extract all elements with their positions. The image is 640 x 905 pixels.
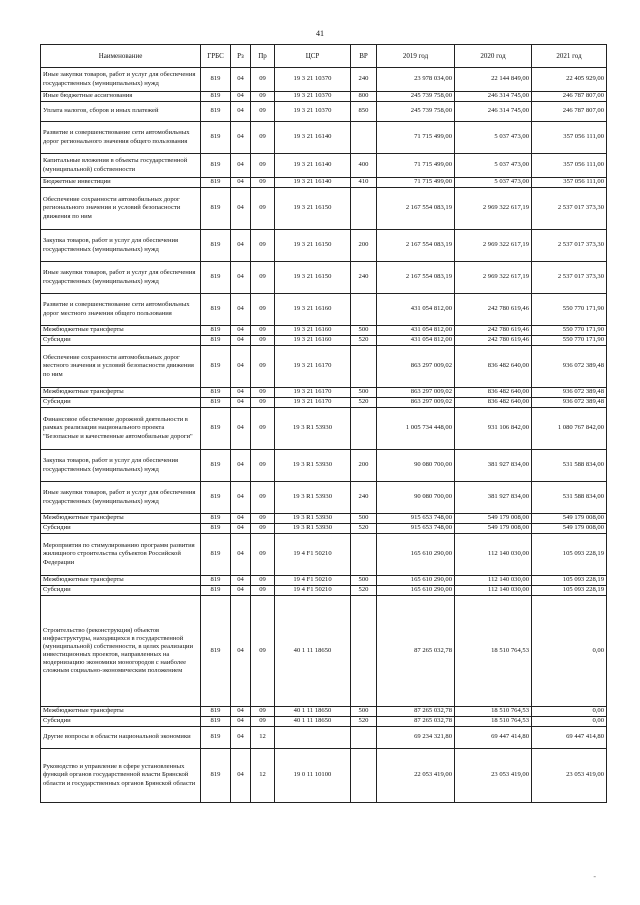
row-name: Уплата налогов, сборов и иных платежей: [41, 102, 201, 122]
row-name: Мероприятия по стимулированию программ развития жилищного строительства субъектов Российской Федерации: [41, 534, 201, 576]
row-amount-2021: 936 072 389,48: [532, 388, 607, 398]
row-amount-2019: 431 054 812,00: [377, 294, 455, 326]
table-row: [41, 92, 607, 102]
row-amount-2021: 0,00: [532, 707, 607, 717]
row-vr: 240: [351, 68, 377, 92]
table-row: [41, 514, 607, 524]
row-amount-2020: 23 053 419,00: [455, 749, 532, 803]
row-vr: [351, 346, 377, 388]
row-vr: [351, 534, 377, 576]
row-amount-2021: 550 770 171,90: [532, 336, 607, 346]
row-amount-2020: 549 179 008,00: [455, 524, 532, 534]
row-amount-2019: 71 715 499,00: [377, 122, 455, 154]
column-header-rz: Рз: [231, 45, 251, 68]
row-amount-2021: 1 080 767 842,00: [532, 408, 607, 450]
row-csr: 19 3 R1 53930: [275, 450, 351, 482]
row-amount-2021: 549 179 008,00: [532, 514, 607, 524]
row-vr: 800: [351, 92, 377, 102]
row-pr: 09: [251, 524, 275, 534]
budget-table: [40, 44, 607, 803]
table-row: [41, 482, 607, 514]
row-vr: 500: [351, 388, 377, 398]
row-grbs: 819: [201, 326, 231, 336]
row-grbs: 819: [201, 524, 231, 534]
row-amount-2020: 242 780 619,46: [455, 294, 532, 326]
row-amount-2021: 531 588 834,00: [532, 450, 607, 482]
table-row: [41, 596, 607, 707]
table-row: [41, 727, 607, 749]
row-csr: 19 3 21 16160: [275, 336, 351, 346]
table-row: [41, 346, 607, 388]
row-amount-2021: 23 053 419,00: [532, 749, 607, 803]
row-vr: 400: [351, 154, 377, 178]
row-amount-2021: 549 179 008,00: [532, 524, 607, 534]
row-pr: 09: [251, 450, 275, 482]
row-vr: [351, 188, 377, 230]
row-pr: 09: [251, 92, 275, 102]
row-vr: 200: [351, 450, 377, 482]
row-vr: [351, 294, 377, 326]
row-csr: 19 4 F1 50210: [275, 576, 351, 586]
row-amount-2020: 549 179 008,00: [455, 514, 532, 524]
table-row: [41, 450, 607, 482]
row-grbs: 819: [201, 346, 231, 388]
row-rz: 04: [231, 92, 251, 102]
row-grbs: 819: [201, 408, 231, 450]
row-grbs: 819: [201, 450, 231, 482]
row-grbs: 819: [201, 68, 231, 92]
row-vr: [351, 596, 377, 707]
row-rz: 04: [231, 408, 251, 450]
row-amount-2019: 915 653 748,00: [377, 524, 455, 534]
table-row: [41, 717, 607, 727]
row-grbs: 819: [201, 398, 231, 408]
row-rz: 04: [231, 336, 251, 346]
row-csr: 40 1 11 18650: [275, 717, 351, 727]
row-rz: 04: [231, 178, 251, 188]
row-amount-2020: 18 510 764,53: [455, 707, 532, 717]
row-name: Закупка товаров, работ и услуг для обеспечения государственных (муниципальных) нужд: [41, 230, 201, 262]
table-row: [41, 154, 607, 178]
row-name: Иные бюджетные ассигнования: [41, 92, 201, 102]
row-pr: 09: [251, 154, 275, 178]
row-amount-2019: 863 297 009,02: [377, 398, 455, 408]
column-header-vr: ВР: [351, 45, 377, 68]
row-grbs: 819: [201, 154, 231, 178]
row-name: Иные закупки товаров, работ и услуг для обеспечения государственных (муниципальных) нужд: [41, 68, 201, 92]
row-amount-2019: 87 265 032,78: [377, 717, 455, 727]
row-name: Субсидии: [41, 524, 201, 534]
row-name: Межбюджетные трансферты: [41, 388, 201, 398]
row-grbs: 819: [201, 102, 231, 122]
row-rz: 04: [231, 524, 251, 534]
table-row: [41, 68, 607, 92]
row-vr: 520: [351, 717, 377, 727]
row-amount-2021: 246 787 807,00: [532, 102, 607, 122]
row-grbs: 819: [201, 294, 231, 326]
row-amount-2019: 2 167 554 083,19: [377, 188, 455, 230]
row-grbs: 819: [201, 707, 231, 717]
row-pr: 09: [251, 68, 275, 92]
row-amount-2020: 5 037 473,00: [455, 178, 532, 188]
row-pr: 09: [251, 534, 275, 576]
row-csr: 19 4 F1 50210: [275, 586, 351, 596]
table-row: [41, 398, 607, 408]
row-rz: 04: [231, 450, 251, 482]
row-csr: 19 3 21 10370: [275, 102, 351, 122]
page-number: 41: [316, 29, 324, 38]
row-grbs: 819: [201, 92, 231, 102]
row-rz: 04: [231, 230, 251, 262]
row-amount-2019: 165 610 290,00: [377, 586, 455, 596]
row-vr: [351, 727, 377, 749]
row-vr: 520: [351, 336, 377, 346]
row-name: Межбюджетные трансферты: [41, 576, 201, 586]
column-header-2021: 2021 год: [532, 45, 607, 68]
column-header-csr: ЦСР: [275, 45, 351, 68]
row-csr: 19 3 21 16150: [275, 230, 351, 262]
row-amount-2021: 357 056 111,00: [532, 122, 607, 154]
row-rz: 04: [231, 717, 251, 727]
row-pr: 09: [251, 388, 275, 398]
row-amount-2020: 2 969 322 617,19: [455, 188, 532, 230]
row-amount-2019: 2 167 554 083,19: [377, 262, 455, 294]
row-csr: 19 4 F1 50210: [275, 534, 351, 576]
row-amount-2019: 90 080 700,00: [377, 450, 455, 482]
column-header-pr: Пр: [251, 45, 275, 68]
row-amount-2019: 23 978 034,00: [377, 68, 455, 92]
table-row: [41, 388, 607, 398]
row-csr: 19 3 21 10370: [275, 92, 351, 102]
row-pr: 09: [251, 586, 275, 596]
column-header-2019: 2019 год: [377, 45, 455, 68]
row-vr: [351, 122, 377, 154]
row-amount-2019: 165 610 290,00: [377, 534, 455, 576]
row-name: Бюджетные инвестиции: [41, 178, 201, 188]
row-amount-2021: 550 770 171,90: [532, 294, 607, 326]
row-pr: 09: [251, 294, 275, 326]
row-amount-2019: 2 167 554 083,19: [377, 230, 455, 262]
row-name: Закупка товаров, работ и услуг для обеспечения государственных (муниципальных) нужд: [41, 450, 201, 482]
table-row: [41, 534, 607, 576]
row-vr: 520: [351, 524, 377, 534]
row-rz: 04: [231, 154, 251, 178]
row-grbs: 819: [201, 482, 231, 514]
row-rz: 04: [231, 749, 251, 803]
row-pr: 09: [251, 262, 275, 294]
row-rz: 04: [231, 586, 251, 596]
row-amount-2021: 2 537 017 373,30: [532, 262, 607, 294]
row-vr: 500: [351, 576, 377, 586]
row-name: Межбюджетные трансферты: [41, 326, 201, 336]
row-amount-2021: 531 588 834,00: [532, 482, 607, 514]
row-rz: 04: [231, 326, 251, 336]
table-row: [41, 707, 607, 717]
row-name: Субсидии: [41, 586, 201, 596]
row-amount-2019: 245 739 758,00: [377, 102, 455, 122]
row-csr: 19 0 11 10100: [275, 749, 351, 803]
row-name: Субсидии: [41, 717, 201, 727]
row-vr: 520: [351, 398, 377, 408]
row-amount-2020: 5 037 473,00: [455, 154, 532, 178]
row-vr: 500: [351, 707, 377, 717]
row-amount-2019: 1 005 734 448,00: [377, 408, 455, 450]
row-csr: 19 3 21 16160: [275, 326, 351, 336]
table-row: [41, 102, 607, 122]
row-rz: 04: [231, 294, 251, 326]
table-row: [41, 122, 607, 154]
row-amount-2019: 90 080 700,00: [377, 482, 455, 514]
row-csr: 19 3 21 16150: [275, 188, 351, 230]
row-grbs: 819: [201, 262, 231, 294]
table-row: [41, 294, 607, 326]
row-amount-2021: 0,00: [532, 717, 607, 727]
row-amount-2019: 71 715 499,00: [377, 178, 455, 188]
row-grbs: 819: [201, 514, 231, 524]
row-amount-2020: 22 144 849,00: [455, 68, 532, 92]
row-amount-2020: 2 969 322 617,19: [455, 262, 532, 294]
row-name: Строительство (реконструкция) объектов инфраструктуры, находящихся в государственной (муниципальной) собственности, в целях реализации инвестиционных проектов, направленных на модернизацию экономики моногородов с наиболее сложным социально-экономическим положением: [41, 596, 201, 707]
row-name: Финансовое обеспечение дорожной деятельности в рамках реализации национального проекта "Безопасные и качественные автомобильные дороги": [41, 408, 201, 450]
row-vr: 500: [351, 514, 377, 524]
row-name: Межбюджетные трансферты: [41, 707, 201, 717]
row-amount-2019: 431 054 812,00: [377, 326, 455, 336]
row-amount-2020: 381 927 834,00: [455, 450, 532, 482]
column-header-grbs: ГРБС: [201, 45, 231, 68]
row-vr: 240: [351, 482, 377, 514]
row-grbs: 819: [201, 717, 231, 727]
table-row: [41, 178, 607, 188]
row-amount-2020: 5 037 473,00: [455, 122, 532, 154]
row-amount-2021: 357 056 111,00: [532, 154, 607, 178]
row-pr: 09: [251, 482, 275, 514]
row-name: Иные закупки товаров, работ и услуг для обеспечения государственных (муниципальных) нужд: [41, 482, 201, 514]
row-amount-2021: 0,00: [532, 596, 607, 707]
row-vr: 410: [351, 178, 377, 188]
row-grbs: 819: [201, 727, 231, 749]
row-csr: 19 3 21 16140: [275, 154, 351, 178]
row-rz: 04: [231, 534, 251, 576]
row-vr: 240: [351, 262, 377, 294]
row-csr: 19 3 21 10370: [275, 68, 351, 92]
row-amount-2019: 431 054 812,00: [377, 336, 455, 346]
row-rz: 04: [231, 727, 251, 749]
row-name: Развитие и совершенствование сети автомобильных дорог местного значения общего пользования: [41, 294, 201, 326]
row-csr: 19 3 R1 53930: [275, 514, 351, 524]
row-amount-2020: 112 140 030,00: [455, 586, 532, 596]
row-pr: 09: [251, 326, 275, 336]
row-amount-2021: 105 093 228,19: [532, 534, 607, 576]
row-amount-2019: 863 297 009,02: [377, 346, 455, 388]
row-name: Иные закупки товаров, работ и услуг для обеспечения государственных (муниципальных) нужд: [41, 262, 201, 294]
row-csr: 19 3 21 16170: [275, 398, 351, 408]
row-pr: 09: [251, 346, 275, 388]
row-rz: 04: [231, 102, 251, 122]
row-vr: [351, 408, 377, 450]
page-corner-mark: -: [593, 872, 596, 881]
row-amount-2020: 112 140 030,00: [455, 534, 532, 576]
row-amount-2019: 69 234 321,80: [377, 727, 455, 749]
table-row: [41, 524, 607, 534]
row-amount-2020: 242 780 619,46: [455, 326, 532, 336]
row-vr: 850: [351, 102, 377, 122]
row-rz: 04: [231, 576, 251, 586]
row-amount-2019: 87 265 032,78: [377, 596, 455, 707]
row-pr: 12: [251, 749, 275, 803]
row-amount-2019: 165 610 290,00: [377, 576, 455, 586]
row-pr: 09: [251, 230, 275, 262]
row-amount-2021: 246 787 807,00: [532, 92, 607, 102]
column-header-name: Наименование: [41, 45, 201, 68]
row-vr: 200: [351, 230, 377, 262]
row-grbs: 819: [201, 122, 231, 154]
row-name: Субсидии: [41, 336, 201, 346]
row-pr: 09: [251, 188, 275, 230]
row-csr: 19 3 21 16140: [275, 178, 351, 188]
row-amount-2021: 105 093 228,19: [532, 586, 607, 596]
row-csr: 19 3 21 16170: [275, 346, 351, 388]
table-header-row: [41, 45, 607, 68]
row-grbs: 819: [201, 576, 231, 586]
row-rz: 04: [231, 482, 251, 514]
row-amount-2020: 18 510 764,53: [455, 596, 532, 707]
row-pr: 09: [251, 398, 275, 408]
row-rz: 04: [231, 346, 251, 388]
row-grbs: 819: [201, 388, 231, 398]
row-amount-2019: 22 053 419,00: [377, 749, 455, 803]
row-csr: 40 1 11 18650: [275, 707, 351, 717]
row-grbs: 819: [201, 188, 231, 230]
table-row: [41, 188, 607, 230]
row-amount-2020: 246 314 745,00: [455, 102, 532, 122]
row-grbs: 819: [201, 336, 231, 346]
row-rz: 04: [231, 707, 251, 717]
row-grbs: 819: [201, 749, 231, 803]
row-vr: 500: [351, 326, 377, 336]
row-name: Межбюджетные трансферты: [41, 514, 201, 524]
row-amount-2021: 22 405 929,00: [532, 68, 607, 92]
row-amount-2021: 936 072 389,48: [532, 398, 607, 408]
row-csr: 19 3 21 16160: [275, 294, 351, 326]
row-vr: 520: [351, 586, 377, 596]
row-grbs: 819: [201, 178, 231, 188]
row-name: Обеспечение сохранности автомобильных дорог регионального значения и условий безопасности движения по ним: [41, 188, 201, 230]
row-amount-2019: 915 653 748,00: [377, 514, 455, 524]
row-amount-2020: 2 969 322 617,19: [455, 230, 532, 262]
row-rz: 04: [231, 68, 251, 92]
row-amount-2020: 836 482 640,00: [455, 398, 532, 408]
row-name: Капитальные вложения в объекты государственной (муниципальной) собственности: [41, 154, 201, 178]
row-amount-2021: 550 770 171,90: [532, 326, 607, 336]
row-pr: 09: [251, 596, 275, 707]
table-row: [41, 408, 607, 450]
row-csr: 19 3 R1 53930: [275, 524, 351, 534]
row-csr: 19 3 R1 53930: [275, 482, 351, 514]
column-header-2020: 2020 год: [455, 45, 532, 68]
row-rz: 04: [231, 188, 251, 230]
row-name: Руководство и управление в сфере установленных функций органов государственной власти Брянской области и государственных органов Брянской области: [41, 749, 201, 803]
row-amount-2021: 2 537 017 373,30: [532, 230, 607, 262]
row-pr: 09: [251, 336, 275, 346]
row-rz: 04: [231, 398, 251, 408]
row-csr: 19 3 21 16140: [275, 122, 351, 154]
table-row: [41, 336, 607, 346]
row-csr: 40 1 11 18650: [275, 596, 351, 707]
row-name: Другие вопросы в области национальной экономики: [41, 727, 201, 749]
row-csr: 19 3 R1 53930: [275, 408, 351, 450]
table-row: [41, 262, 607, 294]
row-rz: 04: [231, 514, 251, 524]
row-csr: 19 3 21 16170: [275, 388, 351, 398]
row-amount-2019: 863 297 009,02: [377, 388, 455, 398]
row-amount-2021: 936 072 389,48: [532, 346, 607, 388]
row-amount-2020: 242 780 619,46: [455, 336, 532, 346]
row-amount-2020: 836 482 640,00: [455, 388, 532, 398]
row-pr: 09: [251, 178, 275, 188]
row-rz: 04: [231, 388, 251, 398]
row-csr: [275, 727, 351, 749]
table-row: [41, 230, 607, 262]
row-grbs: 819: [201, 596, 231, 707]
table-row: [41, 576, 607, 586]
row-rz: 04: [231, 262, 251, 294]
row-name: Обеспечение сохранности автомобильных дорог местного значения и условий безопасности движения по ним: [41, 346, 201, 388]
table-row: [41, 326, 607, 336]
row-pr: 09: [251, 122, 275, 154]
table-row: [41, 586, 607, 596]
row-grbs: 819: [201, 534, 231, 576]
row-amount-2021: 105 093 228,19: [532, 576, 607, 586]
row-amount-2020: 112 140 030,00: [455, 576, 532, 586]
row-amount-2020: 381 927 834,00: [455, 482, 532, 514]
row-amount-2021: 69 447 414,80: [532, 727, 607, 749]
row-grbs: 819: [201, 586, 231, 596]
row-amount-2021: 357 056 111,00: [532, 178, 607, 188]
row-name: Развитие и совершенствование сети автомобильных дорог регионального значения общего пользования: [41, 122, 201, 154]
row-amount-2019: 245 739 758,00: [377, 92, 455, 102]
row-rz: 04: [231, 596, 251, 707]
table-row: [41, 749, 607, 803]
row-amount-2020: 69 447 414,80: [455, 727, 532, 749]
row-name: Субсидии: [41, 398, 201, 408]
row-amount-2020: 246 314 745,00: [455, 92, 532, 102]
row-amount-2019: 87 265 032,78: [377, 707, 455, 717]
row-pr: 09: [251, 514, 275, 524]
row-pr: 09: [251, 707, 275, 717]
row-grbs: 819: [201, 230, 231, 262]
row-amount-2020: 836 482 640,00: [455, 346, 532, 388]
row-amount-2019: 71 715 499,00: [377, 154, 455, 178]
row-csr: 19 3 21 16150: [275, 262, 351, 294]
row-pr: 09: [251, 717, 275, 727]
row-pr: 09: [251, 408, 275, 450]
row-pr: 09: [251, 102, 275, 122]
row-amount-2020: 931 106 842,00: [455, 408, 532, 450]
row-amount-2020: 18 510 764,53: [455, 717, 532, 727]
row-rz: 04: [231, 122, 251, 154]
row-amount-2021: 2 537 017 373,30: [532, 188, 607, 230]
row-pr: 09: [251, 576, 275, 586]
row-pr: 12: [251, 727, 275, 749]
row-vr: [351, 749, 377, 803]
